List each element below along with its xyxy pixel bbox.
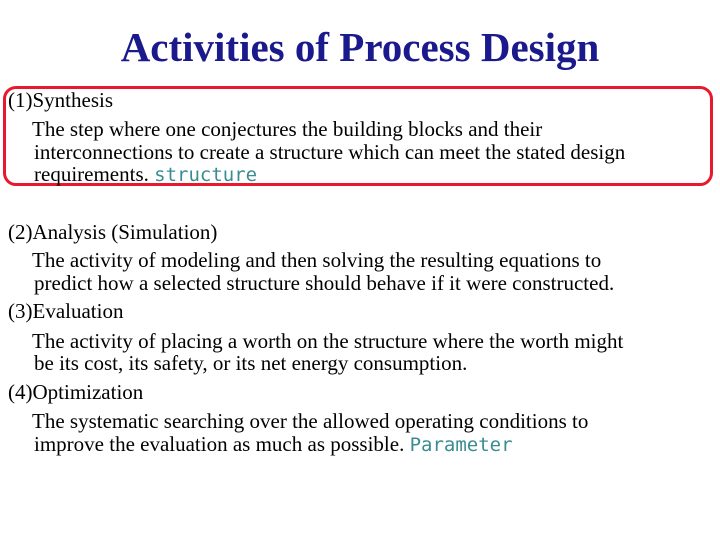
section-heading-synthesis: (1)Synthesis: [8, 88, 113, 112]
synthesis-line-3: [34, 162, 257, 187]
section-heading-evaluation: (3)Evaluation: [8, 299, 124, 323]
synthesis-line-3-text: requirements.: [34, 162, 149, 186]
slide-title: Activities of Process Design: [120, 24, 600, 70]
section-heading-optimization: (4)Optimization: [8, 380, 144, 404]
evaluation-line-2: be its cost, its safety, or its net energy consumption.: [34, 351, 468, 375]
optimization-line-2: [34, 432, 513, 457]
synthesis-line-2: interconnections to create a structure which can meet the stated design: [34, 140, 626, 164]
synthesis-line-1: The step where one conjectures the building blocks and their: [32, 117, 543, 141]
evaluation-line-1: The activity of placing a worth on the structure where the worth might: [32, 329, 624, 353]
optimization-line-2-text: improve the evaluation as much as possible.: [34, 432, 405, 456]
section-heading-analysis: (2)Analysis (Simulation): [8, 220, 218, 244]
analysis-line-1: The activity of modeling and then solving the resulting equations to: [32, 248, 602, 272]
keyword-structure: structure: [154, 164, 258, 186]
analysis-line-2: predict how a selected structure should behave if it were constructed.: [34, 271, 615, 295]
keyword-parameter: Parameter: [409, 434, 513, 456]
optimization-line-1: The systematic searching over the allowed operating conditions to: [32, 409, 589, 433]
